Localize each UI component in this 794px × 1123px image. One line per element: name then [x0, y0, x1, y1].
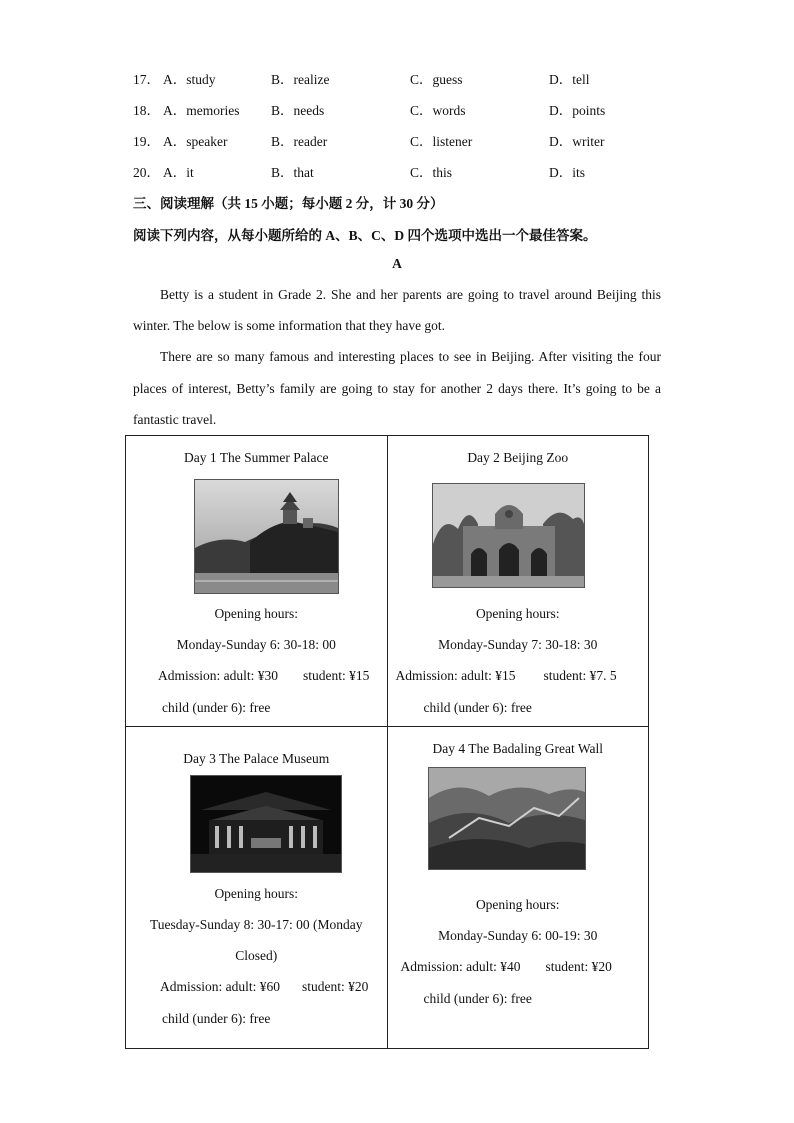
paragraph1-line2: winter. The below is some information that they have got. — [133, 318, 446, 333]
card-day4 — [387, 727, 649, 1049]
question-number: 19． — [133, 134, 160, 149]
admission-child: child (under 6): free — [423, 700, 532, 715]
attraction-table — [125, 435, 649, 1049]
hours-value-line1: Tuesday-Sunday 8: 30-17: 00 (Monday — [150, 917, 363, 932]
option-c: C．guess — [410, 72, 463, 87]
option-a: A．speaker — [163, 134, 228, 149]
option-c: C．listener — [410, 134, 473, 149]
admission-adult: Admission: adult: ¥15 — [395, 668, 516, 683]
hours-value: Monday-Sunday 6: 30-18: 00 — [176, 637, 336, 652]
admission-child: child (under 6): free — [423, 991, 532, 1006]
great-wall-photo — [428, 767, 586, 870]
admission-student: student: ¥15 — [303, 668, 370, 683]
card-title: Day 4 The Badaling Great Wall — [432, 741, 603, 756]
paragraph2-line2: places of interest, Betty’s family are going to stay for another 2 days there. It’s going to be a — [133, 381, 661, 396]
option-d: D．its — [549, 165, 586, 180]
question-number: 17． — [133, 72, 160, 87]
option-a: A．it — [163, 165, 194, 180]
option-d: D．points — [549, 103, 606, 118]
admission-adult: Admission: adult: ¥40 — [400, 959, 521, 974]
summer-palace-photo — [194, 479, 339, 594]
card-day3 — [126, 727, 388, 1049]
card-day2 — [387, 436, 649, 727]
card-title: Day 2 Beijing Zoo — [467, 450, 569, 465]
section-instruction: 阅读下列内容，从每小题所给的 A、B、C、D 四个选项中选出一个最佳答案。 — [133, 228, 597, 243]
admission-adult: Admission: adult: ¥60 — [160, 979, 281, 994]
hours-value: Monday-Sunday 6: 00-19: 30 — [438, 928, 598, 943]
option-c: C．words — [410, 103, 466, 118]
beijing-zoo-photo — [432, 483, 585, 588]
hours-value-line2: Closed) — [235, 948, 278, 963]
admission-adult: Admission: adult: ¥30 — [158, 668, 279, 683]
hours-label: Opening hours: — [214, 606, 299, 621]
question-number: 20． — [133, 165, 160, 180]
option-b: B．reader — [271, 134, 328, 149]
option-a: A．study — [163, 72, 216, 87]
option-b: B．needs — [271, 103, 325, 118]
admission-student: student: ¥20 — [302, 979, 369, 994]
card-title: Day 1 The Summer Palace — [184, 450, 329, 465]
palace-museum-photo — [190, 775, 342, 873]
card-day1 — [126, 436, 388, 727]
hours-value: Monday-Sunday 7: 30-18: 30 — [438, 637, 598, 652]
option-b: B．that — [271, 165, 314, 180]
admission-child: child (under 6): free — [162, 1011, 271, 1026]
passage-label: A — [392, 256, 402, 271]
question-row — [133, 130, 673, 150]
hours-label: Opening hours: — [475, 606, 560, 621]
question-row — [133, 161, 673, 181]
section-heading: 三、阅读理解（共 15 小题；每小题 2 分，计 30 分） — [133, 196, 444, 211]
admission-student: student: ¥20 — [545, 959, 612, 974]
admission-child: child (under 6): free — [162, 700, 271, 715]
question-row — [133, 68, 673, 88]
question-number: 18． — [133, 103, 160, 118]
paragraph1-line1: Betty is a student in Grade 2. She and her parents are going to travel around Beijing this — [160, 287, 661, 302]
hours-label: Opening hours: — [214, 886, 299, 901]
hours-label: Opening hours: — [475, 897, 560, 912]
card-title: Day 3 The Palace Museum — [183, 751, 330, 766]
admission-student: student: ¥7. 5 — [543, 668, 617, 683]
option-d: D．tell — [549, 72, 590, 87]
option-c: C．this — [410, 165, 453, 180]
question-row — [133, 99, 673, 119]
option-b: B．realize — [271, 72, 330, 87]
paragraph2-line1: There are so many famous and interesting places to see in Beijing. After visiting the four — [160, 349, 661, 364]
paragraph2-line3: fantastic travel. — [133, 412, 217, 427]
option-a: A．memories — [163, 103, 240, 118]
option-d: D．writer — [549, 134, 605, 149]
